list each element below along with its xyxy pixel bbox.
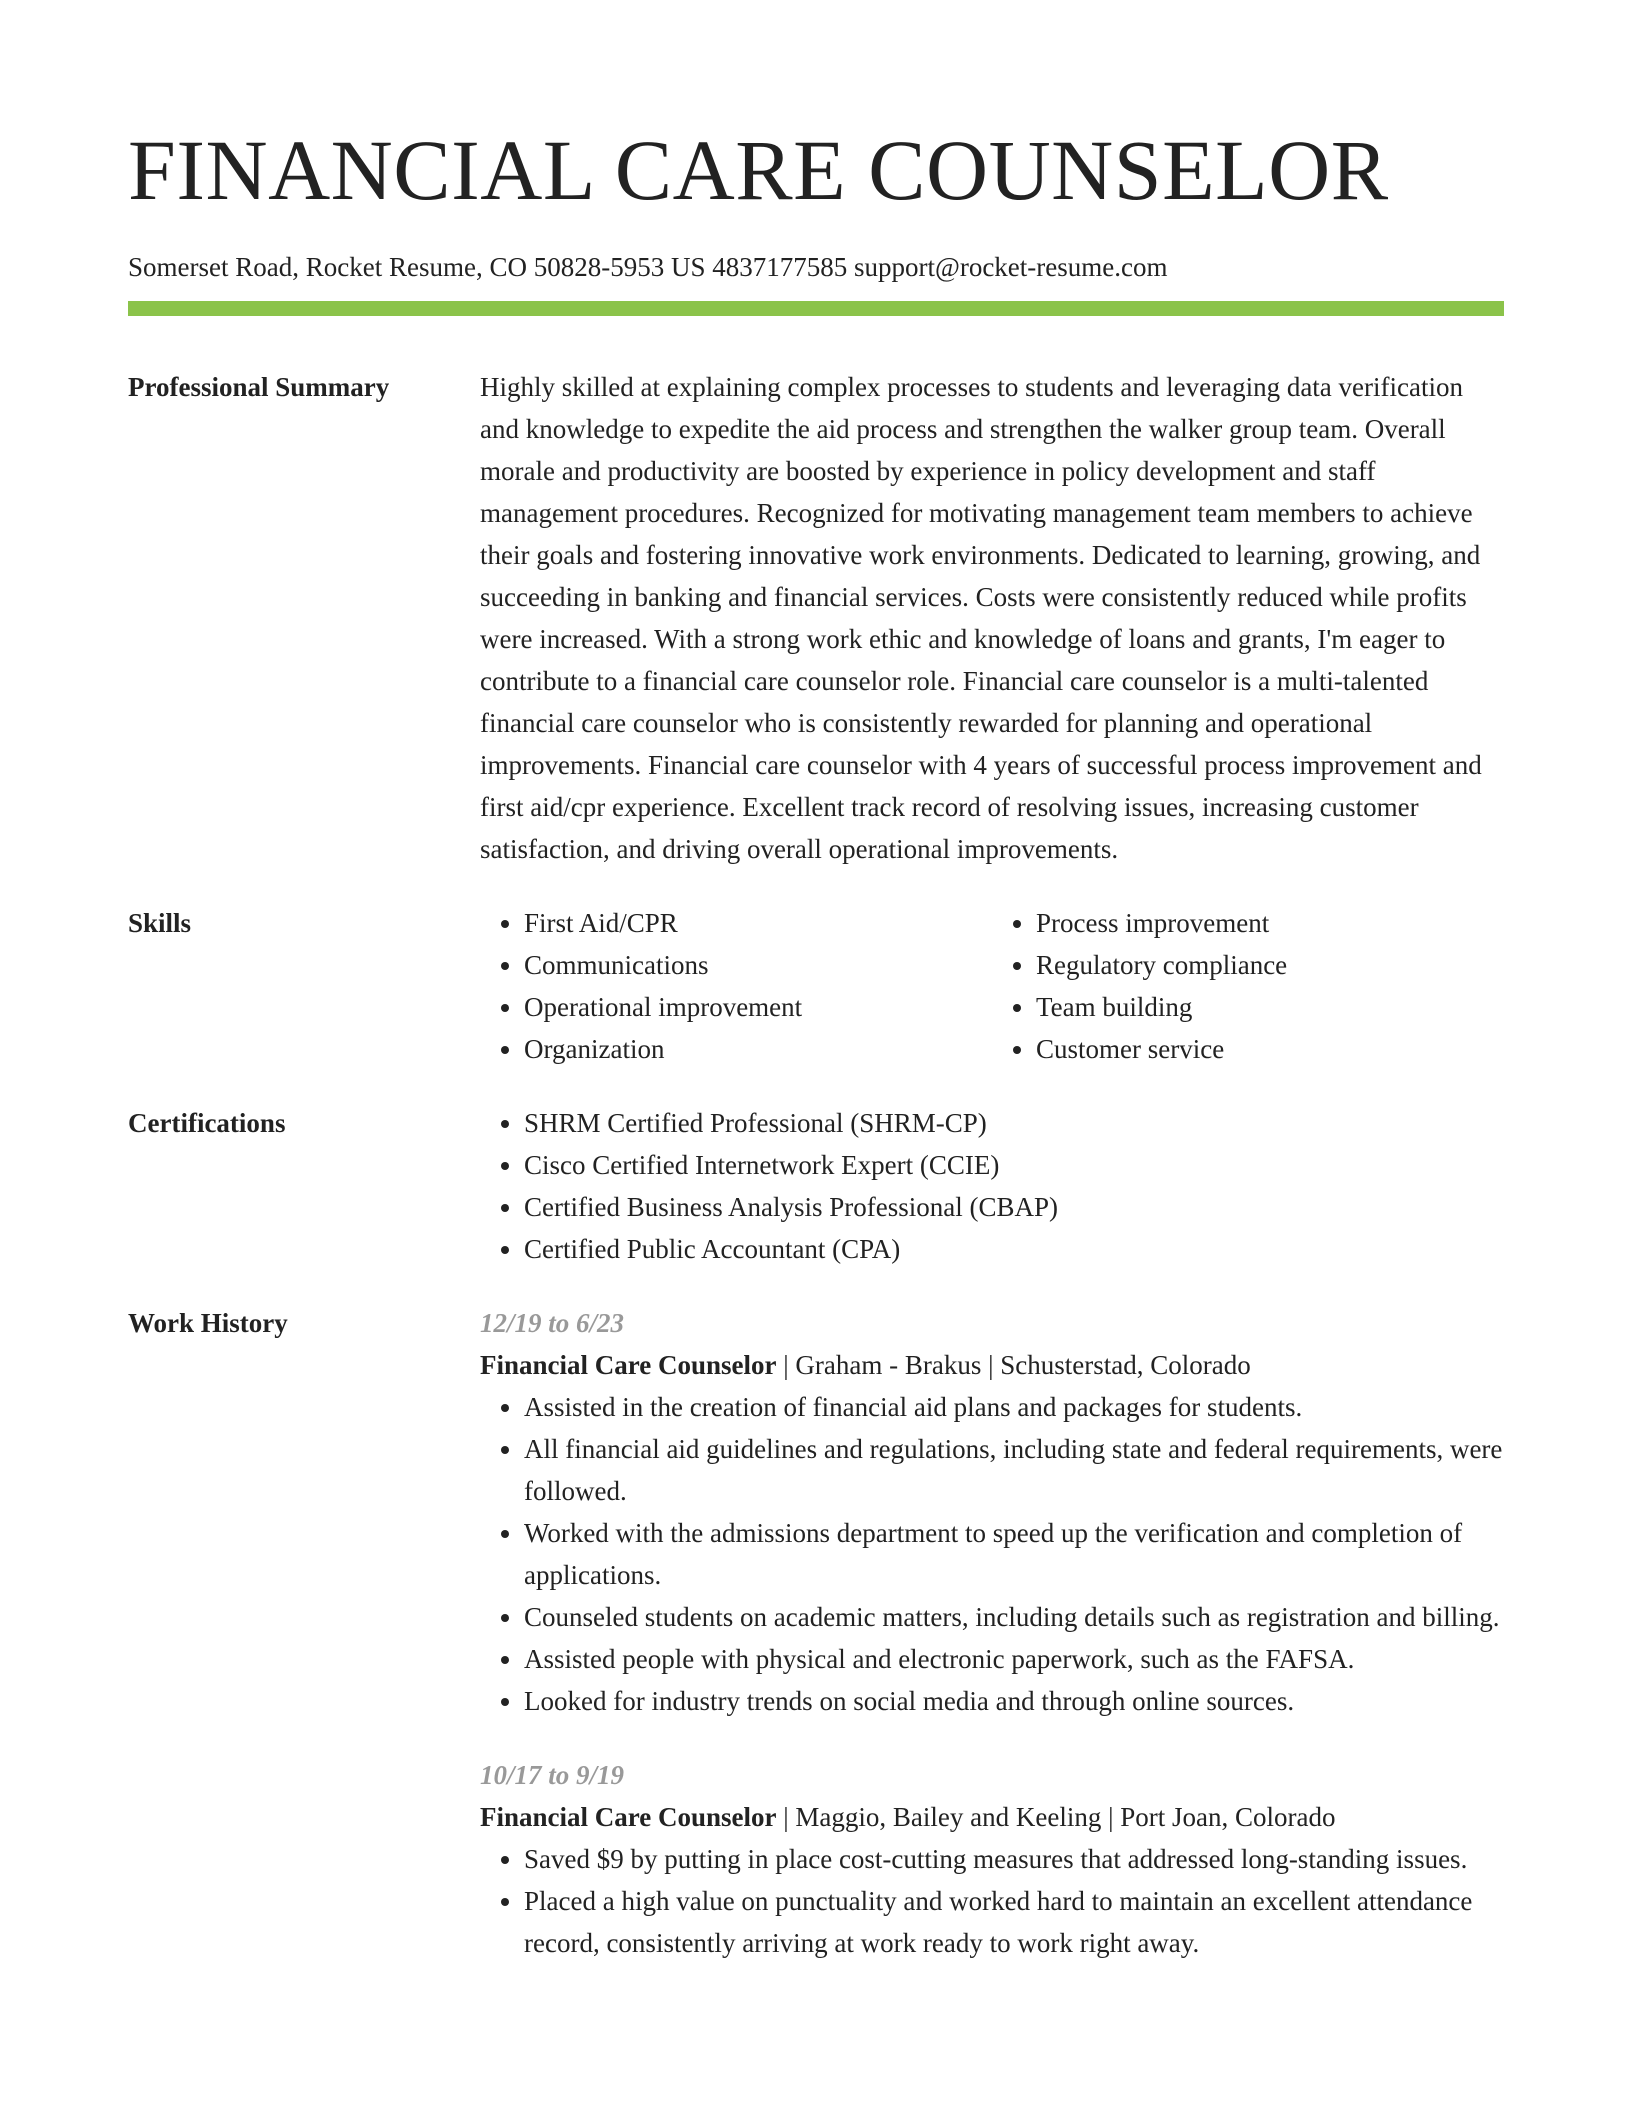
summary-heading: Professional Summary (128, 372, 390, 402)
skill-item: • Team building (1036, 986, 1504, 1028)
skill-item: • Customer service (1036, 1028, 1504, 1070)
job-bullet: • Assisted people with physical and electronic paperwork, such as the FAFSA. (524, 1638, 1504, 1680)
skills-list-left (480, 902, 992, 1070)
summary-text: Highly skilled at explaining complex processes to students and leveraging data verification and knowledge to expedite the aid process and strengthen the walker group team. Overall morale and productivity are boosted by experience in policy development and staff management procedures. Recognized for motivating management team members to achieve their goals and fostering innovative work environments. Dedicated to learning, growing, and succeeding in banking and financial services. Costs were consistently reduced while profits were increased. With a strong work ethic and knowledge of loans and grants, I'm eager to contribute to a financial care counselor role. Financial care counselor is a multi-talented financial care counselor who is consistently rewarded for planning and operational improvements. Financial care counselor with 4 years of successful process improvement and first aid/cpr experience. Excellent track record of resolving issues, increasing customer satisfaction, and driving overall operational improvements. (480, 372, 1482, 864)
job-bullet: • Counseled students on academic matters, including details such as registration and billing. (524, 1596, 1504, 1638)
certification-item: • Certified Public Accountant (CPA) (524, 1228, 1504, 1270)
job-employer-location: | Maggio, Bailey and Keeling | Port Joan, Colorado (776, 1802, 1336, 1832)
skill-item: • First Aid/CPR (524, 902, 992, 944)
job-employer-location: | Graham - Brakus | Schusterstad, Colorado (776, 1350, 1251, 1380)
job-bullet: • Assisted in the creation of financial aid plans and packages for students. (524, 1386, 1504, 1428)
contact-address: Somerset Road, Rocket Resume, CO 50828-5953 US (128, 252, 706, 282)
job-header (480, 1796, 1504, 1838)
job-bullets (480, 1838, 1504, 1964)
certification-item: • Cisco Certified Internetwork Expert (CCIE) (524, 1144, 1504, 1186)
job-bullet: • Worked with the admissions department to speed up the verification and completion of applications. (524, 1512, 1504, 1596)
job-header (480, 1344, 1504, 1386)
contact-phone: 4837177585 (712, 252, 848, 282)
job-bullet: • Looked for industry trends on social media and through online sources. (524, 1680, 1504, 1722)
job-entry (480, 1754, 1504, 1964)
skills-list-right (992, 902, 1504, 1070)
skills-heading: Skills (128, 908, 192, 938)
contact-line (128, 250, 1504, 284)
job-dates: 10/17 to 9/19 (480, 1760, 625, 1790)
certifications-list (480, 1102, 1504, 1270)
certification-item: • SHRM Certified Professional (SHRM-CP) (524, 1102, 1504, 1144)
header-divider (128, 301, 1504, 316)
job-bullet: • All financial aid guidelines and regulations, including state and federal requirements, were followed. (524, 1428, 1504, 1512)
job-bullets (480, 1386, 1504, 1722)
skill-item: • Regulatory compliance (1036, 944, 1504, 986)
candidate-name: FINANCIAL CARE COUNSELOR (128, 122, 1389, 218)
contact-email: support@rocket-resume.com (853, 252, 1168, 282)
skill-item: • Process improvement (1036, 902, 1504, 944)
job-entry (480, 1302, 1504, 1722)
summary-section (128, 366, 1504, 870)
skill-item: • Communications (524, 944, 992, 986)
certification-item: • Certified Business Analysis Professional (CBAP) (524, 1186, 1504, 1228)
skills-section (128, 902, 1504, 1070)
certifications-heading: Certifications (128, 1108, 286, 1138)
skill-item: • Operational improvement (524, 986, 992, 1028)
skill-item: • Organization (524, 1028, 992, 1070)
job-dates: 12/19 to 6/23 (480, 1308, 625, 1338)
job-title: Financial Care Counselor (480, 1802, 777, 1832)
certifications-section (128, 1102, 1504, 1270)
job-bullet: • Placed a high value on punctuality and worked hard to maintain an excellent attendance record, consistently arriving at work ready to work right away. (524, 1880, 1504, 1964)
job-bullet: • Saved $9 by putting in place cost-cutting measures that addressed long-standing issues. (524, 1838, 1504, 1880)
job-title: Financial Care Counselor (480, 1350, 777, 1380)
work-history-section (128, 1302, 1504, 1964)
work-history-heading: Work History (128, 1308, 288, 1338)
